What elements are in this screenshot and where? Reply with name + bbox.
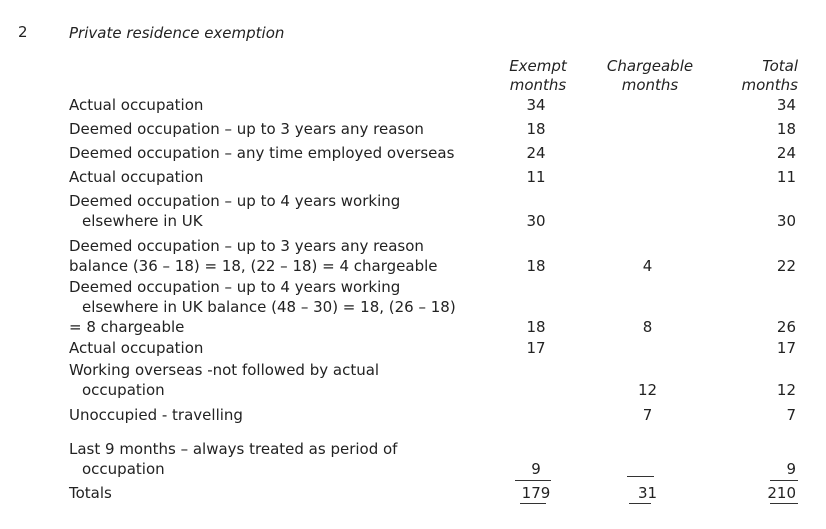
exempt-subtotal-rule	[515, 480, 551, 481]
totals-chargeable: 31	[637, 484, 658, 502]
cell-exempt: 30	[526, 212, 546, 230]
cell-exempt: 17	[526, 339, 546, 357]
cell-chargeable: 12	[637, 381, 658, 399]
chargeable-subtotal-rule	[627, 476, 654, 477]
cell-exempt: 24	[526, 144, 546, 162]
row-description	[69, 277, 456, 337]
cell-chargeable: 8	[642, 318, 653, 336]
description-line: Working overseas -not followed by actual	[69, 361, 380, 379]
description-line: occupation	[82, 460, 165, 478]
row-description	[69, 119, 424, 139]
total-total-rule	[770, 503, 798, 504]
cell-total: 17	[776, 339, 796, 357]
description-line: Actual occupation	[69, 96, 204, 114]
row-description	[69, 236, 438, 276]
cell-exempt: 9	[531, 460, 541, 478]
header-exempt-months	[493, 57, 583, 95]
totals-total: 210	[767, 484, 796, 502]
header-chargeable-line1: Chargeable	[606, 57, 694, 75]
total-subtotal-rule	[770, 480, 798, 481]
cell-chargeable: 7	[642, 406, 653, 424]
chargeable-total-rule	[629, 503, 651, 504]
header-exempt-line1: Exempt	[509, 57, 567, 75]
totals-exempt: 179	[521, 484, 551, 502]
row-description	[69, 143, 454, 163]
cell-chargeable: 4	[642, 257, 653, 275]
description-line: Unoccupied - travelling	[69, 406, 243, 424]
row-description	[69, 439, 397, 479]
description-line: elsewhere in UK balance (48 – 30) = 18, (26 – 18)	[82, 298, 456, 316]
cell-total: 24	[776, 144, 796, 162]
cell-exempt: 18	[526, 257, 546, 275]
description-line: Deemed occupation – up to 4 years working	[69, 278, 401, 296]
cell-total: 11	[776, 168, 796, 186]
cell-total: 9	[786, 460, 796, 478]
row-description	[69, 360, 379, 400]
cell-total: 22	[776, 257, 796, 275]
cell-total: 26	[776, 318, 796, 336]
row-description	[69, 405, 243, 425]
header-chargeable-line2: months	[621, 76, 679, 94]
header-chargeable-months	[595, 57, 705, 95]
description-line: = 8 chargeable	[69, 318, 185, 336]
cell-exempt: 18	[526, 318, 546, 336]
cell-exempt: 11	[526, 168, 546, 186]
cell-total: 18	[776, 120, 796, 138]
header-total-line2: months	[741, 76, 798, 94]
description-line: Actual occupation	[69, 168, 204, 186]
exempt-total-rule	[520, 503, 546, 504]
description-line: Last 9 months – always treated as period of	[69, 440, 398, 458]
header-total-line1: Total	[762, 57, 798, 75]
description-line: occupation	[82, 381, 165, 399]
cell-exempt: 18	[526, 120, 546, 138]
totals-label: Totals	[69, 484, 112, 502]
description-line: balance (36 – 18) = 18, (22 – 18) = 4 chargeable	[69, 257, 438, 275]
description-line: Deemed occupation – any time employed overseas	[69, 144, 455, 162]
cell-total: 34	[776, 96, 796, 114]
row-description	[69, 167, 203, 187]
cell-total: 30	[776, 212, 796, 230]
description-line: Deemed occupation – up to 4 years working	[69, 192, 401, 210]
question-number: 2	[18, 23, 28, 41]
cell-exempt: 34	[526, 96, 546, 114]
cell-total: 7	[786, 406, 796, 424]
question-title: Private residence exemption	[69, 24, 285, 42]
description-line: Actual occupation	[69, 339, 204, 357]
description-line: Deemed occupation – up to 3 years any reason	[69, 120, 424, 138]
row-description	[69, 191, 400, 231]
row-description	[69, 95, 203, 115]
row-description	[69, 338, 203, 358]
cell-total: 12	[776, 381, 796, 399]
description-line: elsewhere in UK	[82, 212, 203, 230]
header-exempt-line2: months	[509, 76, 567, 94]
header-total-months	[728, 57, 798, 95]
description-line: Deemed occupation – up to 3 years any reason	[69, 237, 424, 255]
